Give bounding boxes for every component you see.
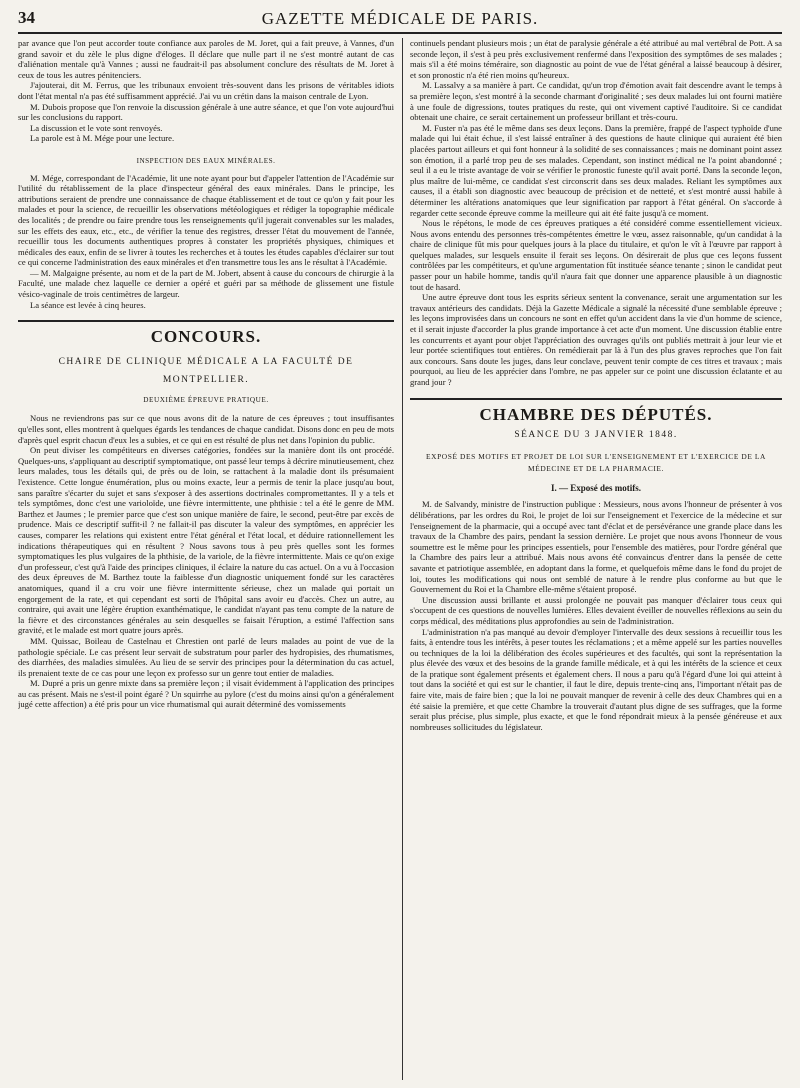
paragraph: Nous le répétons, le mode de ces épreuves pratiques a été considéré comme essentiellement vicieux. Nous avons entendu des personnes très-compétentes émettre le vœu, assez raisonnable, qu'un candidat à la chaire de clinique fût mis pour quelques jours à la place du titulaire, et qu'on le vît à l'œuvre par rapport à quelques malades, sur lesquels ensuite il ferait ses leçons. On désirerait de plus que ces leçons fussent contrôlées par les compétiteurs, et qu'une argumentation fût instituée séance tenante ; sinon le candidat peut passer pour un habile homme, tandis qu'il n'aura fait que donner une apparence plausible à un diagnostic tout de hasard. bbox=[410, 218, 782, 292]
paragraph: Une autre épreuve dont tous les esprits sérieux sentent la convenance, serait une argumentation sur les travaux antérieurs des candidats. Déjà la Gazette Médicale a signalé la nécessité d'une semblable épreuve ; les leçons improvisées dans un concours ne sont en effet qu'un accident dans la vie d'un homme de science, et il serait injuste d'accorder la plus grande importance à cet acte d'un moment. Une discussion établie entre les concurrents et ayant pour objet l'appréciation des ouvrages qu'ils ont publiés mettrait à jour leur vie et leur portée scientifiques tout entières. On remédierait par là à l'un des plus graves reproches que l'on fait aux concours. Sans doute les juges, dans leur conclave, peuvent tenir compte de ces titres et travaux ; mais pourquoi, au lieu de les apprécier dans l'ombre, ne pas appeler sur ce point une discussion éclatante et au grand jour ? bbox=[410, 292, 782, 387]
paragraph: MM. Quissac, Boileau de Castelnau et Chrestien ont parlé de leurs malades au point de vue de la pathologie spéciale. Le cas présent leur servait de substratum pour parler des hydropisies, des rhumatismes, des diarrhées, des maladies simulées. Au lieu de se servir des principes pour la détermination du cas actuel, ils prenaient texte de ce cas pour une leçon ex professo sur un genre tout entier de maladies. bbox=[18, 635, 394, 678]
paragraph: J'ajouterai, dit M. Ferrus, que les tribunaux envoient très-souvent dans les prisons de véritables idiots dont l'état mental n'a pas été suffisamment apprécié. J'ai vu un crétin dans la maison centrale de Lyon. bbox=[18, 80, 394, 101]
column-divider bbox=[402, 38, 403, 1080]
section-separator bbox=[18, 320, 394, 322]
left-column bbox=[18, 38, 394, 1082]
paragraph: La parole est à M. Mége pour une lecture. bbox=[30, 133, 175, 144]
page-number: 34 bbox=[18, 8, 35, 27]
concours-epreuve: DEUXIÈME ÉPREUVE PRATIQUE. bbox=[143, 395, 269, 404]
paragraph: La discussion et le vote sont renvoyés. bbox=[30, 122, 163, 133]
paragraph: M. de Salvandy, ministre de l'instruction publique : Messieurs, nous avons l'honneur de présenter à vos délibérations, par les ordres du Roi, le projet de loi sur l'enseignement et l'exercice de la médecine et sur l'enseignement de la pharmacie, qui a occupé avec tant d'éclat et de persévérance une grande place dans les travaux de la Chambre des pairs, pendant la session dernière. Le projet que nous avons l'honneur de vous soumettre est le même pour les principes essentiels, pour l'ensemble des matières, pour l'ordre général que la Chambre des pairs leur a attribué. Mais nous avons été convaincus d'entrer dans la pensée de cette savante et patriotique assemblée, en adoptant dans la forme, et quelquefois même dans le fond du projet de loi, toutes les modifications qui nous ont semblé de nature à le rendre plus conforme au but que le Gouvernement du Roi et la Chambre elle-même s'étaient proposé. bbox=[410, 499, 782, 595]
paragraph: Nous ne reviendrons pas sur ce que nous avons dit de la nature de ces épreuves ; tout insuffisantes qu'elles sont, elles montrent à quelques égards les tendances de chaque candidat. Disons donc en peu de mots d'après quel esprit chacun d'eux les a subies, et ce qui en est résulté de plus net dans l'opinion du public. bbox=[18, 413, 394, 445]
concours-title: CONCOURS. bbox=[150, 327, 262, 347]
chambre-session: SÉANCE DU 3 JANVIER 1848. bbox=[514, 430, 678, 441]
paragraph: continuels pendant plusieurs mois ; un état de paralysie générale a été attribué au mal vertébral de Pott. A sa seconde leçon, il s'est à peu près exclusivement renfermé dans l'exposition des symptômes de ses malades ; mais s'il a été moins téméraire, son diagnostic au point de vue de l'état général a laissé beaucoup à désirer, et son pronostic n'a été rien moins qu'heureux. bbox=[410, 38, 782, 80]
chambre-section-title: I. — Exposé des motifs. bbox=[550, 482, 641, 493]
paragraph: M. Dupré a pris un genre mixte dans sa première leçon ; il visait évidemment à l'application des principes au cas présent. Mais ne s'est-il point égaré ? Un squirrhe au pylore (c'est du moins ainsi qu'on a généralement jugé cette affection) a été pris pour un vice rhumatismal qui aurait déterminé des vomissements bbox=[18, 678, 394, 710]
paragraph: M. Dubois propose que l'on renvoie la discussion générale à une autre séance, et que l'on vote aujourd'hui sur les conclusions du rapport. bbox=[18, 101, 394, 123]
right-column bbox=[410, 38, 782, 1082]
paragraph: L'administration n'a pas manqué au devoir d'employer l'intervalle des deux sessions à recueillir tous les faits, à entendre tous les intérêts, à peser toutes les réclamations ; et a même appelé sur les parties nouvelles ou techniques de la loi la délibération des écoles supérieures et des facultés, qui sont la représentation la plus élevée des vœux et des besoins de la grande famille médicale, et à qui les intérêts de la science et ceux de la pratique sont également présents et également chers. Il nous a paru qu'à l'égard d'une loi qui atteint à tout dans la société et qui est sur le chantier, il faut le dire, depuis trente-cinq ans, l'important n'était pas de faire vite, mais de faire bien ; que la loi ne pouvait manquer de revenir à celle des deux Chambres qui en a été saisie la première, et que cette Chambre la trouverait d'autant plus digne de ses suffrages, que la forme serait plus précise, plus simple, plus exacte, et que le fond répondrait mieux à la pensée généreuse et aux nombreuses sollicitudes du législateur. bbox=[410, 626, 782, 732]
paragraph: La séance est levée à cinq heures. bbox=[30, 299, 146, 310]
paragraph: Une discussion aussi brillante et aussi prolongée ne pouvait pas manquer d'éclairer tous ceux qui s'occupent de ces questions de nouvelles lumières. Elles devaient éveiller de nouvelles réflexions au sein du corps médical, des méditations plus approfondies au sein de l'administration. bbox=[410, 594, 782, 626]
concours-subtitle: CHAIRE DE CLINIQUE MÉDICALE A LA FACULTÉ DE MONTPELLIER. bbox=[58, 356, 354, 385]
paragraph: M. Fuster n'a pas été le même dans ses deux leçons. Dans la première, frappé de l'aspect typhoïde d'une malade qui lui était échue, il s'est laissé entraîner à des questions de haute clinique qui auraient été bien placées partout ailleurs et qui font honneur à la solidité de ses connaissances ; mais ne dominant point assez son émotion, il a parlé trop peu de ses malades. Cependant, son instinct médical ne l'a point abandonné ; seul il a eu le triste avantage de voir se vérifier le pronostic funeste qu'il avait porté. Dans la seconde leçon, plus maître de lui-même, ce candidat s'est circonscrit dans ses deux malades. Reliant les symptômes aux causes, il a établi son diagnostic avec beaucoup de précision et de netteté, et s'est montré aussi habile à déterminer les altérations anatomiques que leur signification par rapport à l'état général. On s'accorde à regarder cette seconde épreuve comme la meilleure qui ait été faite jusqu'à ce moment. bbox=[410, 122, 782, 218]
paragraph: — M. Malgaigne présente, au nom et de la part de M. Jobert, absent à cause du concours de chirurgie à la Faculté, une malade chez laquelle ce dernier a opéré et guéri par sa méthode de glissement une fistule vésico-vaginale de trois centimètres de largeur. bbox=[18, 267, 394, 300]
section-heading-inspection: INSPECTION DES EAUX MINÉRALES. bbox=[136, 156, 276, 165]
journal-title: GAZETTE MÉDICALE DE PARIS. bbox=[261, 9, 539, 28]
page-header bbox=[18, 6, 782, 34]
chambre-expose-heading: EXPOSÉ DES MOTIFS ET PROJET DE LOI SUR L'ENSEIGNEMENT ET L'EXERCICE DE LA MÉDECINE ET DE LA PHARMACIE. bbox=[426, 451, 766, 473]
paragraph: M. Mége, correspondant de l'Académie, lit une note ayant pour but d'appeler l'attention de l'Académie sur l'utilité du rétablissement de la place d'inspecteur général des eaux minérales. Dans le principe, les attributions seraient de prendre une connaissance de chaque établissement et de tout ce qu'on y fait pour les malades et pour la science, de recueillir les observations météologiques et rédiger la topographie médicale des localités ; de prendre ou faire prendre tous les renseignements qu'il jugerait convenables sur les malades, sur les effets des eaux, etc., etc., de vérifier la tenue des registres, dresser l'état du mouvement de l'année, recueillir tous les documents authentiques propres à constater les propriétés physiques, chimiques et médicales des eaux, enfin de se livrer à toutes les recherches et à toutes les études capables d'éclairer sur tout ce qui concerne l'administration des eaux minérales et d'en transmettre tous les ans le résultat à l'Académie. bbox=[18, 172, 394, 268]
paragraph: M. Lassalvy a sa manière à part. Ce candidat, qu'un trop d'émotion avait fait descendre avant le temps à sa première leçon, s'est montré à la seconde charmant d'originalité ; ses deux malades lui ont fourni matière à une foule de digressions, toutes pratiques du reste, qui ont vivement captivé l'auditoire. Si ce candidat obtenait une chaire, ce serait certainement un professeur brillant et très-couru. bbox=[410, 80, 782, 123]
chambre-title: CHAMBRE DES DÉPUTÉS. bbox=[479, 404, 713, 424]
section-separator bbox=[410, 398, 782, 400]
paragraph: On peut diviser les compétiteurs en diverses catégories, fondées sur la manière dont ils ont procédé. Quelques-uns, s'appliquant au descriptif symptomatique, ont passé leur temps à décrire minutieusement, chez leurs malades, tous les détails qui, de près ou de loin, se rattachent à la maladie dont ils présumaient l'existence. Cette longue énumération, plus ou moins exacte, leur a permis de tenir la place jusqu'au bout, sans paraître s'écarter du sujet et sans s'exposer à des assertions doctrinales compromettantes. Il y a tels et tels symptômes, donc c'est une varioloïde, une fièvre intermittente, une phthisie : tel a été le genre de MM. Barthez et Jaumes ; le premier parce que c'est son unique manière de faire, le second, peut-être par excès de prudence. Mais ce descriptif suffit-il ? ne fallait-il pas discuter la valeur des symptômes, en apprécier les causes, comparer les relations qui existent entre l'état général et l'état local, et déduire rationnellement les indications thérapeutiques qui en résultent ? Nous savons tous à peu près quelles sont les formes symptomatiques les plus vulgaires de la phthisie, de la variole, de la fièvre intermittente. Mais ce qu'on exige d'un professeur, c'est qu'à l'aide des principes cliniques, il éclaire la nature du cas actuel. On a vu à l'occasion des deux épreuves de M. Barthez toute la faiblesse d'un diagnostic uniquement fondé sur les caractères anatomiques, quand il a cru voir une fièvre intermittente sérieuse, chez un malade qui portait un engorgement de la rate, et qui cependant est sorti de l'hôpital sans avoir eu d'accès. Chez un autre, au contraire, qui avait une légère éruption exanthématique, le candidat n'ayant pas tenu compte de la nature de la fièvre et des circonstances générales au sein desquelles se faisait l'éruption, a estimé l'affection sans gravité, et le malade est mort quatre jours après. bbox=[18, 445, 394, 636]
paragraph: par avance que l'on peut accorder toute confiance aux paroles de M. Joret, qui a fait preuve, à Vannes, d'un grand savoir et du zèle le plus digne d'éloges. Il déclare que nulle part il ne s'est montré autant de cas d'aliénation mentale qu'à Vannes ; aussi ne faudrait-il pas absolument conclure des résultats de M. Joret à ceux de tous les autres pénitenciers. bbox=[18, 38, 394, 80]
